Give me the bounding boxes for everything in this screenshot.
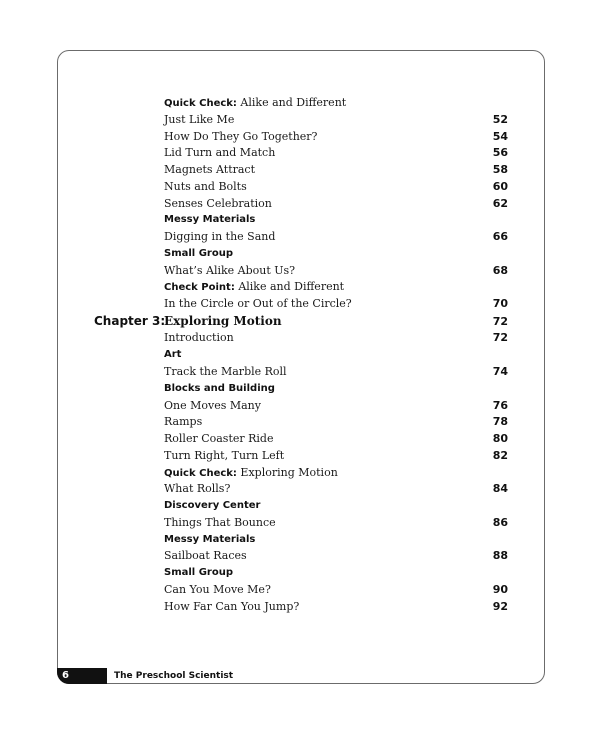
- entry-title: What Rolls?: [164, 482, 231, 496]
- toc-entry[interactable]: [0, 229, 600, 246]
- toc-entry[interactable]: [0, 263, 600, 280]
- page-number: 68: [492, 263, 508, 277]
- section-label: Quick Check:: [164, 98, 237, 109]
- toc-entry[interactable]: [0, 515, 600, 532]
- toc-entry[interactable]: [0, 448, 600, 465]
- entry-title: Nuts and Bolts: [164, 179, 247, 193]
- entry-title: Track the Marble Roll: [164, 364, 287, 378]
- toc-entry[interactable]: [0, 398, 600, 415]
- entry-title: Introduction: [164, 331, 234, 345]
- toc-section: [0, 381, 600, 398]
- toc-entry[interactable]: [0, 582, 600, 599]
- toc-section: [0, 212, 600, 229]
- section-label: Messy Materials: [164, 214, 256, 226]
- toc-entry[interactable]: [0, 548, 600, 565]
- toc-entry[interactable]: [0, 481, 600, 498]
- entry-title: Roller Coaster Ride: [164, 432, 274, 446]
- section-label: Check Point:: [164, 282, 235, 294]
- toc-entry[interactable]: [0, 364, 600, 381]
- toc-section: [0, 347, 600, 364]
- entry-title: Turn Right, Turn Left: [164, 448, 285, 462]
- page-number: 72: [492, 331, 508, 345]
- section-label: Small Group: [164, 247, 233, 259]
- section-label: Art: [164, 349, 182, 361]
- section-label: Blocks and Building: [164, 382, 275, 394]
- page-number: 62: [492, 196, 508, 210]
- section-label: Quick Check:: [164, 467, 237, 479]
- entry-title: Ramps: [164, 415, 203, 429]
- page-number: 72: [492, 314, 508, 328]
- toc-section: [0, 565, 600, 582]
- page-number: 76: [492, 398, 508, 412]
- page-number: 54: [492, 129, 508, 143]
- toc-entry[interactable]: [0, 599, 600, 616]
- toc-entry[interactable]: [0, 330, 600, 347]
- toc-entry[interactable]: [0, 196, 600, 213]
- toc-section: [0, 465, 600, 482]
- toc-section: [0, 279, 600, 296]
- entry-title: Can You Move Me?: [164, 582, 271, 596]
- entry-title: Sailboat Races: [164, 549, 247, 563]
- page-number: 74: [492, 364, 508, 378]
- page-number: 56: [492, 146, 508, 160]
- page-number: 78: [492, 415, 508, 429]
- page-number: 66: [492, 230, 508, 244]
- section-label: Small Group: [164, 567, 233, 579]
- page-number: 90: [492, 582, 508, 596]
- entry-title: In the Circle or Out of the Circle?: [164, 297, 352, 311]
- footer-book-title: The Preschool Scientist: [114, 671, 234, 681]
- toc-entry[interactable]: [0, 112, 600, 129]
- page-number: 52: [492, 112, 508, 126]
- toc-entry[interactable]: [0, 296, 600, 313]
- page-number: 80: [492, 432, 508, 446]
- page-number: 70: [492, 297, 508, 311]
- toc-section: [0, 498, 600, 515]
- page-number: 92: [492, 599, 508, 613]
- page-number: 58: [492, 163, 508, 177]
- section-rest: Alike and Different: [234, 280, 345, 294]
- section-label: Messy Materials: [164, 533, 256, 545]
- toc-entry[interactable]: [0, 129, 600, 146]
- entry-title: Lid Turn and Match: [164, 146, 276, 160]
- chapter-label: Chapter 3:: [94, 313, 166, 328]
- toc-entry[interactable]: [0, 145, 600, 162]
- footer-page-number: 6: [62, 670, 69, 681]
- table-of-contents: [0, 95, 600, 615]
- toc-section: [0, 246, 600, 263]
- chapter-title: Exploring Motion: [164, 313, 282, 328]
- entry-title: Senses Celebration: [164, 196, 272, 210]
- entry-title: One Moves Many: [164, 398, 261, 412]
- page-number: 86: [492, 515, 508, 529]
- toc-section: [0, 532, 600, 549]
- section-rest: Exploring Motion: [236, 465, 338, 479]
- page-number: 60: [492, 179, 508, 193]
- section-rest: Alike and Different: [236, 96, 347, 109]
- entry-title: Magnets Attract: [164, 163, 256, 177]
- toc-entry[interactable]: [0, 431, 600, 448]
- entry-title: Digging in the Sand: [164, 230, 276, 244]
- section-label: Discovery Center: [164, 500, 261, 512]
- toc-entry[interactable]: [0, 179, 600, 196]
- entry-title: How Far Can You Jump?: [164, 599, 300, 613]
- chapter-heading[interactable]: [0, 313, 600, 331]
- entry-title: How Do They Go Together?: [164, 129, 318, 143]
- entry-title: What’s Alike About Us?: [164, 263, 296, 277]
- page-number: 88: [492, 549, 508, 563]
- page-number: 82: [492, 448, 508, 462]
- page-number: 84: [492, 482, 508, 496]
- toc-section: [0, 95, 600, 112]
- toc-entry[interactable]: [0, 162, 600, 179]
- entry-title: Things That Bounce: [164, 515, 276, 529]
- entry-title: Just Like Me: [164, 112, 235, 126]
- toc-entry[interactable]: [0, 414, 600, 431]
